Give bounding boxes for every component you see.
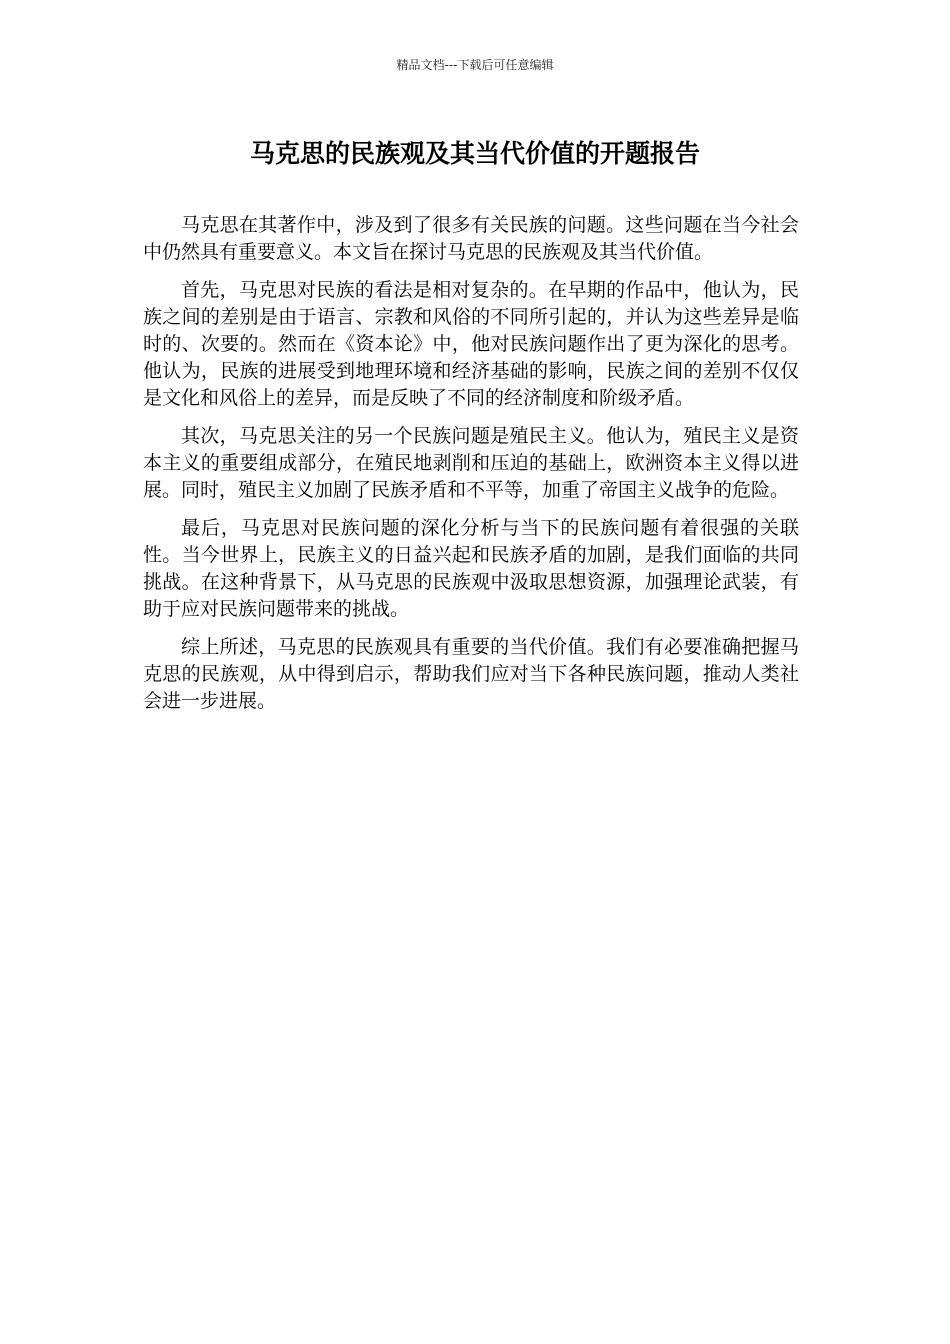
paragraph-second: 其次，马克思关注的另一个民族问题是殖民主义。他认为，殖民主义是资本主义的重要组成部分，在殖民地剥削和压迫的基础上，欧洲资本主义得以进展。同时，殖民主义加剧了民族矛盾和不平等，加重了帝国主义战争的危险。 bbox=[143, 425, 799, 501]
header-note: 精品文档---下载后可任意编辑 bbox=[396, 58, 554, 72]
document-title: 马克思的民族观及其当代价值的开题报告 bbox=[249, 139, 700, 168]
paragraph-intro: 马克思在其著作中，涉及到了很多有关民族的问题。这些问题在当今社会中仍然具有重要意义。本文旨在探讨马克思的民族观及其当代价值。 bbox=[143, 214, 799, 263]
paragraph-first: 首先，马克思对民族的看法是相对复杂的。在早期的作品中，他认为，民族之间的差别是由于语言、宗教和风俗的不同所引起的，并认为这些差异是临时的、次要的。然而在《资本论》中，他对民族问题作出了更为深化的思考。他认为，民族的进展受到地理环境和经济基础的影响，民族之间的差别不仅仅是文化和风俗上的差异，而是反映了不同的经济制度和阶级矛盾。 bbox=[143, 279, 799, 409]
paragraph-conclusion: 综上所述，马克思的民族观具有重要的当代价值。我们有必要准确把握马克思的民族观，从中得到启示，帮助我们应对当下各种民族问题，推动人类社会进一步进展。 bbox=[143, 636, 799, 712]
paragraph-last: 最后，马克思对民族问题的深化分析与当下的民族问题有着很强的关联性。当今世界上，民族主义的日益兴起和民族矛盾的加剧，是我们面临的共同挑战。在这种背景下，从马克思的民族观中汲取思想资源，加强理论武装，有助于应对民族问题带来的挑战。 bbox=[143, 517, 799, 620]
document-body bbox=[143, 212, 799, 726]
